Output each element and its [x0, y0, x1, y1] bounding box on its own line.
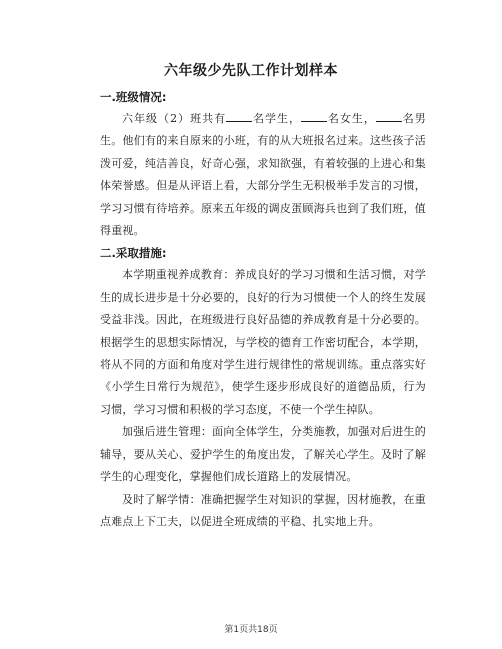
- section-heading-measures: 二.采取措施:: [100, 246, 167, 261]
- measures-paragraph-struggling-students: 加强后进生管理：面向全体学生，分类施教，加强对后进生的辅导，要从关心、爱护学生的角度出发，了解关心学生。及时了解学生的心理变化，掌握他们成长道路上的发展情况。: [100, 425, 426, 484]
- fill-in-blank-total: [226, 110, 252, 122]
- text-segment: 名学生，: [252, 112, 302, 125]
- fill-in-blank-girls: [301, 110, 327, 122]
- text-segment: 名女生，: [327, 112, 376, 125]
- measures-paragraph-habits: 本学期重视养成教育：养成良好的学习习惯和生活习惯，对学生的成长进步是十分必要的，良好的行为习惯使一个人的终生发展受益非浅。因此，在班级进行良好品德的养成教育是十分必要的。根据学生的思想实际情况，与学校的德育工作密切配合，本学期，将从不同的方面和角度对学生进行规律性的常规训练。重点落实好《小学生日常行为规范》，使学生逐步形成良好的道德品质，行为习惯，学习习惯和积极的学习态度，不使一个学生掉队。: [100, 268, 426, 416]
- document-title: 六年级少先队工作计划样本: [164, 63, 338, 79]
- measures-paragraph-learning-status: 及时了解学情：准确把握学生对知识的掌握，因材施教，在重点难点上下工夫，以促进全班成绩的平稳、扎实地上升。: [100, 492, 426, 528]
- document-body: [100, 86, 426, 533]
- fill-in-blank-boys: [376, 110, 402, 122]
- text-segment: 六年级（2）班共有: [122, 112, 227, 125]
- class-situation-paragraph: [100, 108, 426, 242]
- section-heading-class-situation: 一.班级情况:: [100, 90, 167, 104]
- page-footer: 第1页共18页: [224, 625, 278, 635]
- text-segment: 名男生。他们有的来自原来的小班，有的从大班报名过来。这些孩子活泼可爱，纯洁善良，好奇心强，求知欲强，有着较强的上进心和集体荣誉感。但是从评语上看，大部分学生无积极举手发言的习惯，学习习惯有待培养。原来五年级的调皮蛋顾海兵也到了我们班，值得重视。: [100, 112, 426, 238]
